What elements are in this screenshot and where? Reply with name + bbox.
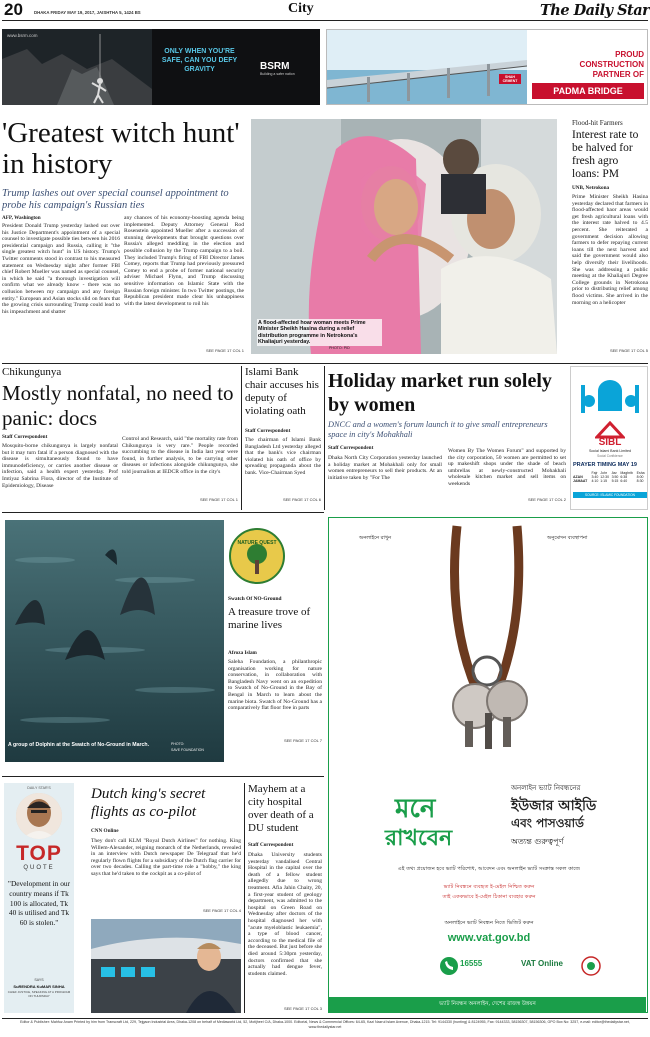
dolphin-photo	[5, 520, 224, 762]
prayer-row-label: AZAN	[573, 475, 583, 479]
holiday-subhead: DNCC and a women's forum launch it to give small entrepreneurs space in city's Mohakhali	[328, 420, 548, 439]
vat-hotline[interactable]: 16555	[460, 959, 483, 968]
chik-headline[interactable]: Mostly nonfatal, no need to panic: docs	[2, 381, 234, 430]
keys-graphic	[407, 521, 567, 751]
dolphin-caption: A group of Dolphin at the Swatch of No-Ground in March.	[8, 742, 150, 748]
paper-name: The Daily Star	[540, 2, 650, 19]
top-quote-title: CHIEF JUSTICE, SPEAKING AT A PROGRAM ON THURSDAY	[7, 990, 71, 998]
sibl-slogan: Social Confidence	[597, 454, 623, 458]
top-quote-text: "Development in our country means if Tk 100 is allocated, Tk 40 is utilised and Tk 60 is stolen."	[7, 879, 71, 928]
lead-body-col2: any chances of his economy-boosting agenda being implemented. Deputy Attorney General Rod Rosenstein appointed Mueller after a succession of stunning developments that brought questions over Russia's alleged meddling in the election and possible collusion by the Trump campaign to a boil. They included Trump's firing of FBI Director James Comey, reports that Trump had previously pressured Comey to end a probe of former national security adviser Michael Flynn, and Trump discussing sensitive information on Islamic State with the Russian foreign minister. In two Twitter postings, the Republican president made clear his unhappiness with the latest development to roil his	[124, 215, 244, 307]
vat-text-1: এই তথ্য প্রয়োজন হবে ভ্যাট পরিশোধ, আবেদন এবং অনলাইন ভ্যাট সংক্রান্ত সকল কাজে	[397, 866, 581, 872]
ibbl-headline[interactable]: chair accuses his deputy of violating oath	[245, 379, 319, 417]
dutch-headline[interactable]: Dutch king's secret flights as co-pilot	[91, 786, 206, 820]
row3-rule	[2, 776, 324, 777]
nature-quest-label: NATURE QUEST	[237, 540, 277, 546]
vat-big-2: রাখবেন	[385, 826, 453, 851]
mayhem-headline[interactable]: Mayhem at a city hospital over death of a DU student	[248, 783, 314, 834]
flood-body: Prime Minister Sheikh Hasina yesterday declared that farmers in flood-affected haor areas would get fresh agricultural loans with the interest rate halved to 4.5 percent. She reiterated a government decision allowing farmers to defer repaying current loans till the next harvest and said the government would also help diversify their livelihoods. She was addressing a public meeting at the Khaliajuri Degree College grounds in Netrokona prior to distributing relief among flood victims. She arrived in the morning on a helicopter	[572, 194, 648, 306]
person-avatar-icon	[16, 793, 62, 839]
col-rule-2	[324, 366, 325, 510]
pm-photo-credit: PHOTO: PID	[329, 346, 350, 350]
padma-bridge-graphic	[327, 30, 527, 105]
dolphin-kicker: Swatch Of NO-Ground	[228, 596, 282, 602]
pm-photo	[251, 119, 557, 354]
prayer-time: 8:30	[636, 479, 644, 483]
dolphin-credit-label: PHOTO:	[171, 742, 185, 746]
vat-text-4: অনলাইনে ভ্যাট নিবন্ধন নিতে ভিজিট করুন	[444, 920, 534, 926]
lead-see-page[interactable]: SEE PAGE 17 COL 1	[205, 348, 244, 353]
col-rule-3	[244, 783, 245, 1013]
prayer-header: Esha	[636, 471, 645, 475]
row2-rule	[2, 512, 324, 513]
dutch-see-page[interactable]: SEE PAGE 17 COL 4	[202, 908, 241, 913]
tree-icon	[231, 530, 283, 582]
prayer-time: 5:15	[611, 479, 619, 483]
prayer-table	[573, 471, 647, 483]
prayer-time: 3:40	[591, 475, 599, 479]
pm-photo-caption: A flood-affected hoar woman meets Prime Minister Sheikh Hasina during a relief distribution programme in Netrokona's Khaliajuri yesterday.	[257, 319, 382, 346]
top-quote-label: DAILY STAR'S	[27, 786, 51, 790]
lead-subhead: Trump lashes out over special counsel appointment to probe his campaign's Russian ties	[2, 188, 229, 211]
bsrm-ad[interactable]	[2, 29, 320, 105]
prayer-header: Johr	[600, 471, 608, 475]
prayer-header: Asr	[611, 471, 617, 475]
top-label: TOP	[16, 842, 62, 865]
bsrm-logo-box	[260, 61, 314, 81]
quote-label: QUOTE	[23, 865, 55, 871]
prayer-title: PRAYER TIMING MAY 19	[573, 462, 637, 468]
sibl-brand: SIBL	[598, 437, 622, 448]
nature-quest-badge	[229, 528, 285, 584]
vat-website[interactable]: www.vat.gov.bd	[447, 932, 531, 944]
phone-icon	[439, 956, 459, 976]
page-number: 20	[4, 0, 23, 19]
dolphin-headline[interactable]: A treasure trove of marine lives	[228, 606, 311, 631]
top-quote-name: SuRENDRA KuMAR SINHA	[13, 984, 65, 989]
holiday-byline: Staff Correspondent	[328, 445, 374, 451]
lead-headline[interactable]: 'Greatest witch hunt' in history	[2, 117, 240, 180]
prayer-time: 4:10	[591, 479, 599, 483]
dolphin-byline: Afroza Islam	[228, 650, 257, 656]
top-quote-says: SAYS	[34, 978, 44, 982]
prayer-time: 6:40	[620, 479, 628, 483]
vat-ad-header-right: অনুমোদন ব্যবস্থাপনা	[547, 535, 588, 541]
chik-see-page[interactable]: SEE PAGE 17 COL 1	[199, 497, 238, 502]
section-title: City	[288, 1, 314, 16]
shah-line4: PADMA BRIDGE	[532, 83, 644, 99]
lead-byline: AFP, Washington	[2, 215, 41, 221]
vat-footer-band: ভ্যাট নিবন্ধন অনলাইন, দেশের রাজস্ব উন্নয়ন	[329, 997, 646, 1012]
holiday-headline[interactable]: Holiday market run solely by women	[328, 370, 552, 416]
flood-byline: UNB, Netrokona	[572, 185, 610, 191]
dutch-byline: CNN Online	[91, 828, 119, 834]
dolphin-credit: SAVE FOUNDATION	[171, 748, 204, 752]
holiday-see-page[interactable]: SEE PAGE 17 COL 2	[527, 497, 566, 502]
chik-byline: Staff Correspondent	[2, 434, 48, 440]
prayer-time: 12:30	[600, 475, 610, 479]
shah-line3: PARTNER OF	[592, 70, 644, 79]
dolphin-body: Saleha Foundation, a philanthropic organisation working for nature conservation, in collaboration with Bangladesh Navy went on an expedition to Swatch of No-Ground in the Bay of Bengal in March to learn about the marine biota. Swatch of No-Ground has a comparatively flat floor free in parts	[228, 659, 322, 712]
lead-body-col1: President Donald Trump yesterday lashed out over his Justice Department's appointment of a special counsel to investigate possible ties between his 2016 presidential campaign and Russia, calling it "the single greatest witch hunt" in US history. Trump's Twitter comments stood in contrast to his measured statement on Wednesday night after former FBI chief Robert Mueller was named as special counsel, in which he said "a thorough investigation will confirm what we already know - there was no collusion between my campaign and any foreign entity." European and Asian stocks slid on fears that the growing crisis surrounding Trump could lead to his impeachment and shatter	[2, 223, 120, 315]
cockpit-photo	[91, 919, 241, 1013]
ibbl-body: The chairman of Islami Bank Bangladesh Ltd yesterday alleged that the bank's vice chairman violated his oath of office by spreading propaganda about the bank. Vice-Chairman Syed	[245, 437, 321, 476]
bsrm-sub: Building a safer nation	[260, 72, 295, 76]
vat-line-3: এবং পাসওয়ার্ড	[511, 816, 584, 830]
mosque-graphic	[571, 371, 648, 421]
prayer-time: 6:38	[620, 475, 628, 479]
mayhem-body: Dhaka University students yesterday vandalised Central Hospital in the capital over the death of a fellow student allegedly due to wrong treatment. Afia Jahin Chaity, 20, a first-year student of geology department, was admitted to the hospital on Green Road on Wednesday after doctors of the hospital diagnosed her with "acute myeloblastic leukaemia", a type of blood cancer, according to the medical file of the deceased. But just before she died around 5:30pm yesterday, doctors confirmed that she actually had dengue fever, students claimed.	[248, 852, 322, 977]
prayer-time: 1:15	[600, 479, 608, 483]
vat-ad-header-left: অনলাইনে রাখুন	[359, 535, 392, 541]
mayhem-see-page[interactable]: SEE PAGE 17 COL 3	[283, 1006, 322, 1011]
ibbl-byline: Staff Correspondent	[245, 428, 291, 434]
chik-kicker: Chikungunya	[2, 366, 62, 378]
bsrm-url[interactable]: www.bsrm.com	[7, 33, 38, 38]
footer-rule	[2, 1018, 648, 1019]
dateline: DHAKA FRIDAY MAY 19, 2017, JAISHTHA 5, 1424 BS	[34, 10, 141, 15]
ibbl-see-page[interactable]: SEE PAGE 17 COL 6	[282, 497, 321, 502]
dolphin-graphic	[5, 520, 224, 762]
holiday-body-col1: Dhaka North City Corporation yesterday launched a holiday market at Mohakhali only for small women entrepreneurs to sell their products. At an initiative taken by "For The	[328, 455, 442, 481]
prayer-source: SOURCE: ISLAMIC FOUNDATION	[573, 492, 647, 498]
vat-line-4: অত্যন্ত গুরুত্বপূর্ণ	[511, 837, 564, 846]
vat-line-2: ইউজার আইডি	[511, 798, 597, 814]
dutch-body: They don't call KLM "Royal Dutch Airlines" for nothing. King Willem-Alexander, reigning monarch of the Netherlands, revealed in an interview with Dutch newspaper De Telegraaf that he'd regularly flown flights for a subsidiary of the Dutch flag carrier for over two decades. Calling the part-time role a "hobby," the king says that he'd taken to the cockpit as a co-pilot of	[91, 838, 241, 877]
holiday-body-col2: Women By The Women Forum" and supported by the city corporation, 50 women are permitted to set up makeshift shops under the shade of beach umbrellas at newly-constructed Mohakhali wholesale kitchen market and sell items on weekends	[448, 448, 566, 487]
shah-cement-ad[interactable]	[326, 29, 648, 105]
top-quote-avatar	[16, 793, 62, 839]
masthead-rule	[2, 20, 648, 21]
bsrm-logo: BSRM	[260, 61, 290, 72]
prayer-row-label: JAMAAT	[573, 479, 588, 483]
shah-line2: CONSTRUCTION	[579, 60, 644, 69]
flood-kicker: Flood-hit Farmers	[572, 119, 623, 127]
vat-big-1: মনে	[395, 794, 436, 824]
govt-emblem-icon	[581, 956, 601, 976]
cliff-climber-graphic	[2, 29, 152, 105]
cockpit-graphic	[91, 919, 241, 1013]
prayer-header: Maghrib	[620, 471, 633, 475]
chik-body-col2: Control and Research, said "the mortality rate from Chikungunya is very rare." People recorded succumbing to the disease in India last year were found, in further analysis, to be carrying other diseases or infections alongside chikungunya, she told journalists at IEDCR office in the city's	[122, 436, 238, 475]
flood-see-page[interactable]: SEE PAGE 17 COL 5	[609, 348, 648, 353]
ibbl-kicker: Islami Bank	[245, 366, 299, 378]
vat-line-1: অনলাইন ভ্যাট নিবন্ধনের	[511, 784, 581, 792]
footer-imprint: Editor & Publisher: Mahfuz Anam Printed by him from Transcraft Ltd, 229, Tejgaon Industrial Area, Dhaka-1208 on behalf of Mediaworld Ltd, 52, Motijheel C/A, Dhaka-1000. Editorial, News & Commercial Offices: 64-65, Kazi Nazrul Islam Avenue, Dhaka-1215. Tel: 9144330 (hunting) & 8124955, Fax: 9144333, 58156307, 58156306, GPO Box No: 3257, e-mail: editor@thedailystar.net, www.thedailystar.net	[20, 1020, 630, 1029]
vat-text-3: তাই এককভাবে ই-মেইল ঠিকানা ব্যবহার করুন	[442, 894, 536, 900]
prayer-time: 3:50	[611, 475, 619, 479]
vat-ad[interactable]	[328, 517, 648, 1013]
prayer-time: 8:00	[636, 475, 644, 479]
chik-body-col1: Mosquito-borne chikungunya is largely nonfatal but it may turn fatal if a person diagnosed with the disease is simultaneously found to have immunodeficiency, or carries another disease or infection, said a health expert yesterday. Prof Imtiyaz Sabrina Flora, director of the Institute of Epidemiology, Disease	[2, 443, 118, 489]
mayhem-byline: Staff Correspondent	[248, 842, 294, 848]
col-rule-1	[241, 366, 242, 510]
prayer-header: Fajr	[591, 471, 598, 475]
flood-headline[interactable]: Interest rate to be halved for fresh agro loans: PM	[572, 129, 639, 180]
shah-line1: PROUD	[615, 50, 644, 59]
shah-cement-logo: SHAH CEMENT	[499, 74, 521, 84]
sibl-name: Social Islami Bank Limited	[589, 449, 631, 453]
bsrm-tagline: ONLY WHEN YOU'RE SAFE, CAN YOU DEFY GRAVITY	[161, 48, 238, 73]
row1-rule	[2, 363, 648, 364]
dolphin-see-page[interactable]: SEE PAGE 17 COL 7	[283, 738, 322, 743]
vat-online-logo: VAT Online	[521, 959, 563, 968]
top-quote-box	[4, 783, 74, 1013]
vat-text-2: ভ্যাট নিবন্ধনে ব্যবহৃত ই-মেইল নিশ্চিত করুন	[443, 884, 535, 890]
sibl-prayer-ad[interactable]	[570, 366, 648, 510]
